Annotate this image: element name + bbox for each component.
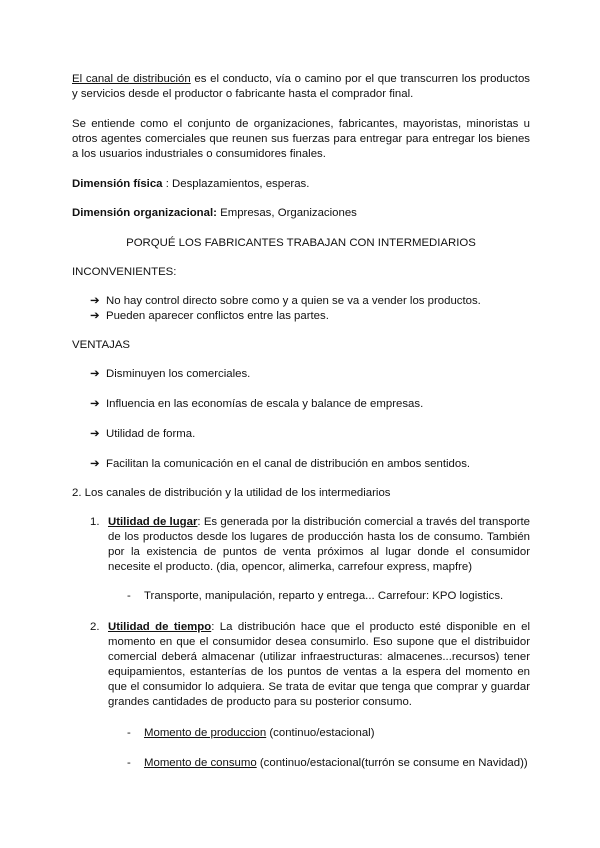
- list-item: [90, 397, 530, 412]
- list-item-text: No hay control directo sobre como y a quien se va a vender los productos.: [106, 295, 481, 307]
- list-item-text: (continuo/estacional(turrón se consume en Navidad)): [256, 757, 528, 769]
- utilidad-lugar-item: [72, 515, 530, 575]
- intro-text: es el conducto, vía o camino por el que transcurren los productos y servicios desde el productor o fabricante hasta el comprador final.: [72, 73, 530, 100]
- list-item: [72, 756, 530, 771]
- utilidad-tiempo-label: Utilidad de tiempo: [108, 621, 212, 633]
- list-item-text: Influencia en las economías de escala y balance de empresas.: [106, 398, 424, 410]
- utilidades-list: [72, 515, 530, 771]
- utilidad-tiempo-item: [72, 620, 530, 710]
- utilidad-tiempo-sublist: [72, 726, 530, 771]
- list-item-text: Utilidad de forma.: [106, 428, 196, 440]
- dim-org-label: Dimensión organizacional:: [72, 207, 217, 219]
- list-item: [72, 589, 530, 604]
- list-item: [72, 726, 530, 741]
- dim-fisica-text: : Desplazamientos, esperas.: [162, 178, 310, 190]
- inconvenientes-list: [72, 294, 530, 324]
- list-item: [90, 427, 530, 442]
- list-item-text: Transporte, manipulación, reparto y entrega... Carrefour: KPO logistics.: [144, 590, 504, 602]
- utilidad-lugar-text: [108, 515, 530, 575]
- section2-title: 2. Los canales de distribución y la utilidad de los intermediarios: [72, 487, 391, 499]
- arrow-icon: ➔: [90, 368, 100, 380]
- item-number: 2.: [90, 621, 100, 633]
- arrow-icon: ➔: [90, 310, 100, 322]
- arrow-icon: ➔: [90, 458, 100, 470]
- utilidad-lugar-sublist: [72, 589, 530, 604]
- intro-paragraph: [72, 72, 530, 102]
- item-number: 1.: [90, 516, 100, 528]
- dim-fisica-label: Dimensión física: [72, 178, 163, 190]
- list-item-underlined: Momento de produccion: [144, 727, 267, 739]
- utilidad-tiempo-text: [108, 620, 530, 710]
- dim-fisica-line: [72, 177, 530, 192]
- list-item: [90, 309, 530, 324]
- arrow-icon: ➔: [90, 428, 100, 440]
- ventajas-list: [72, 367, 530, 472]
- dim-org-line: [72, 206, 530, 221]
- dash-bullet: -: [127, 590, 131, 602]
- list-item-text: Disminuyen los comerciales.: [106, 368, 251, 380]
- list-item-text: Pueden aparecer conflictos entre las partes.: [106, 310, 329, 322]
- definition-paragraph: Se entiende como el conjunto de organizaciones, fabricantes, mayoristas, minoristas u otros agentes comerciales que reunen sus fuerzas para entregar para entregar los bienes a los usuarios industriales o consumidores finales.: [72, 118, 530, 160]
- section-title: PORQUÉ LOS FABRICANTES TRABAJAN CON INTERMEDIARIOS: [126, 237, 476, 249]
- dash-bullet: -: [127, 727, 131, 739]
- dim-org-text: Empresas, Organizaciones: [216, 207, 357, 219]
- list-item: [90, 457, 530, 472]
- list-item-text: Facilitan la comunicación en el canal de distribución en ambos sentidos.: [106, 458, 471, 470]
- utilidad-lugar-body: : Es generada por la distribución comercial a través del transporte de los productos desde los lugares de producción hasta los de consumo. También por la existencia de puntos de venta próximos al lugar donde el consumidor necesite el producto. (dia, opencor, alimerka, carrefour express, mapfre): [108, 516, 531, 573]
- arrow-icon: ➔: [90, 295, 100, 307]
- dash-bullet: -: [127, 757, 131, 769]
- intro-term: El canal de distribución: [72, 73, 191, 85]
- ventajas-heading: VENTAJAS: [72, 339, 131, 351]
- arrow-icon: ➔: [90, 398, 100, 410]
- inconvenientes-heading: INCONVENIENTES:: [72, 266, 177, 278]
- utilidad-lugar-label: Utilidad de lugar: [108, 516, 198, 528]
- list-item-text: (continuo/estacional): [266, 727, 375, 739]
- list-item: [90, 367, 530, 382]
- list-item-underlined: Momento de consumo: [144, 757, 257, 769]
- list-item: [90, 294, 530, 309]
- utilidad-tiempo-body: : La distribución hace que el producto esté disponible en el momento en que el consumidor desea consumirlo. Eso supone que el distribuidor comercial deberá almacenar (utilizar infraestructuras: almacenes...recursos) tener equipamientos, estanterías de los puntos de ventas a la espera del momento en que el consumidor lo adquiera. Se trata de evitar que tenga que comprar y guardar grandes cantidades de producto para su posterior consumo.: [108, 621, 530, 708]
